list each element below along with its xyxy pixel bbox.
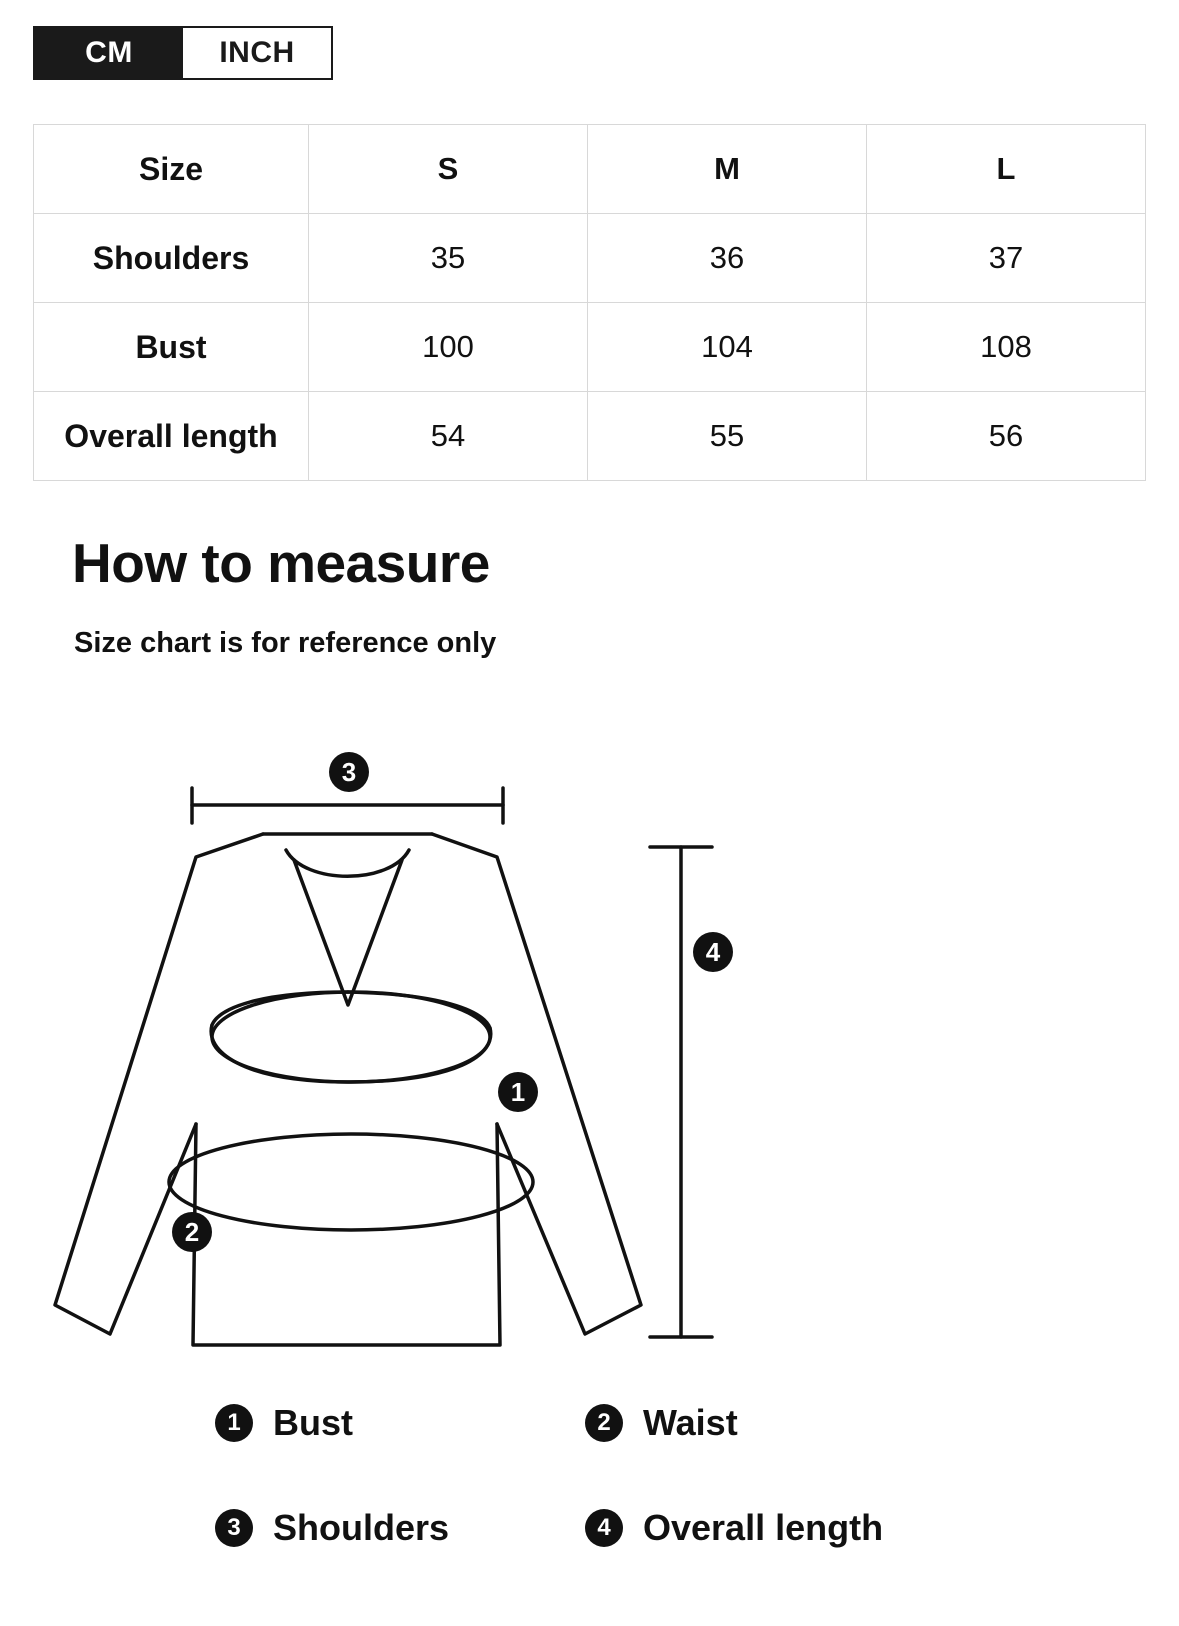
table-row — [34, 214, 1146, 303]
legend-row-2 — [0, 1475, 1179, 1580]
legend-item-shoulders — [215, 1507, 585, 1549]
legend-item-overall-length — [585, 1507, 883, 1549]
legend-label-overall-length: Overall length — [643, 1506, 884, 1548]
svg-text:2: 2 — [184, 1217, 200, 1247]
legend-label-shoulders: Shoulders — [273, 1506, 450, 1548]
cell-bust-m: 104 — [588, 303, 867, 392]
table-row — [34, 303, 1146, 392]
legend-badge-3: 3 — [215, 1509, 253, 1547]
unit-toggle[interactable] — [33, 26, 333, 80]
cell-shoulders-s: 35 — [309, 214, 588, 303]
unit-option-inch[interactable]: INCH — [183, 28, 331, 78]
size-chart-table — [33, 124, 1146, 481]
table-header-size: Size — [34, 125, 309, 214]
legend-item-waist — [585, 1402, 738, 1444]
row-label-bust: Bust — [34, 303, 309, 392]
table-row — [34, 392, 1146, 481]
page-title: How to measure — [72, 532, 490, 594]
legend-label-bust: Bust — [273, 1401, 353, 1443]
measurement-diagram — [0, 720, 1179, 1380]
legend-badge-4: 4 — [585, 1509, 623, 1547]
row-label-overall-length: Overall length — [34, 392, 309, 481]
legend-row-1 — [0, 1370, 1179, 1475]
svg-text:1: 1 — [510, 1077, 526, 1107]
legend-label-waist: Waist — [643, 1401, 738, 1443]
cell-length-m: 55 — [588, 392, 867, 481]
page-subtitle: Size chart is for reference only — [74, 627, 497, 659]
unit-option-cm[interactable]: CM — [35, 28, 183, 78]
measurement-legend — [0, 1370, 1179, 1580]
legend-item-bust — [215, 1402, 585, 1444]
svg-text:3: 3 — [341, 757, 357, 787]
table-header-l: L — [867, 125, 1146, 214]
svg-text:4: 4 — [705, 937, 721, 967]
cell-bust-l: 108 — [867, 303, 1146, 392]
cell-length-l: 56 — [867, 392, 1146, 481]
cell-shoulders-m: 36 — [588, 214, 867, 303]
table-header-row — [34, 125, 1146, 214]
cell-bust-s: 100 — [309, 303, 588, 392]
legend-badge-2: 2 — [585, 1404, 623, 1442]
legend-badge-1: 1 — [215, 1404, 253, 1442]
table-header-m: M — [588, 125, 867, 214]
cell-shoulders-l: 37 — [867, 214, 1146, 303]
cell-length-s: 54 — [309, 392, 588, 481]
table-header-s: S — [309, 125, 588, 214]
row-label-shoulders: Shoulders — [34, 214, 309, 303]
